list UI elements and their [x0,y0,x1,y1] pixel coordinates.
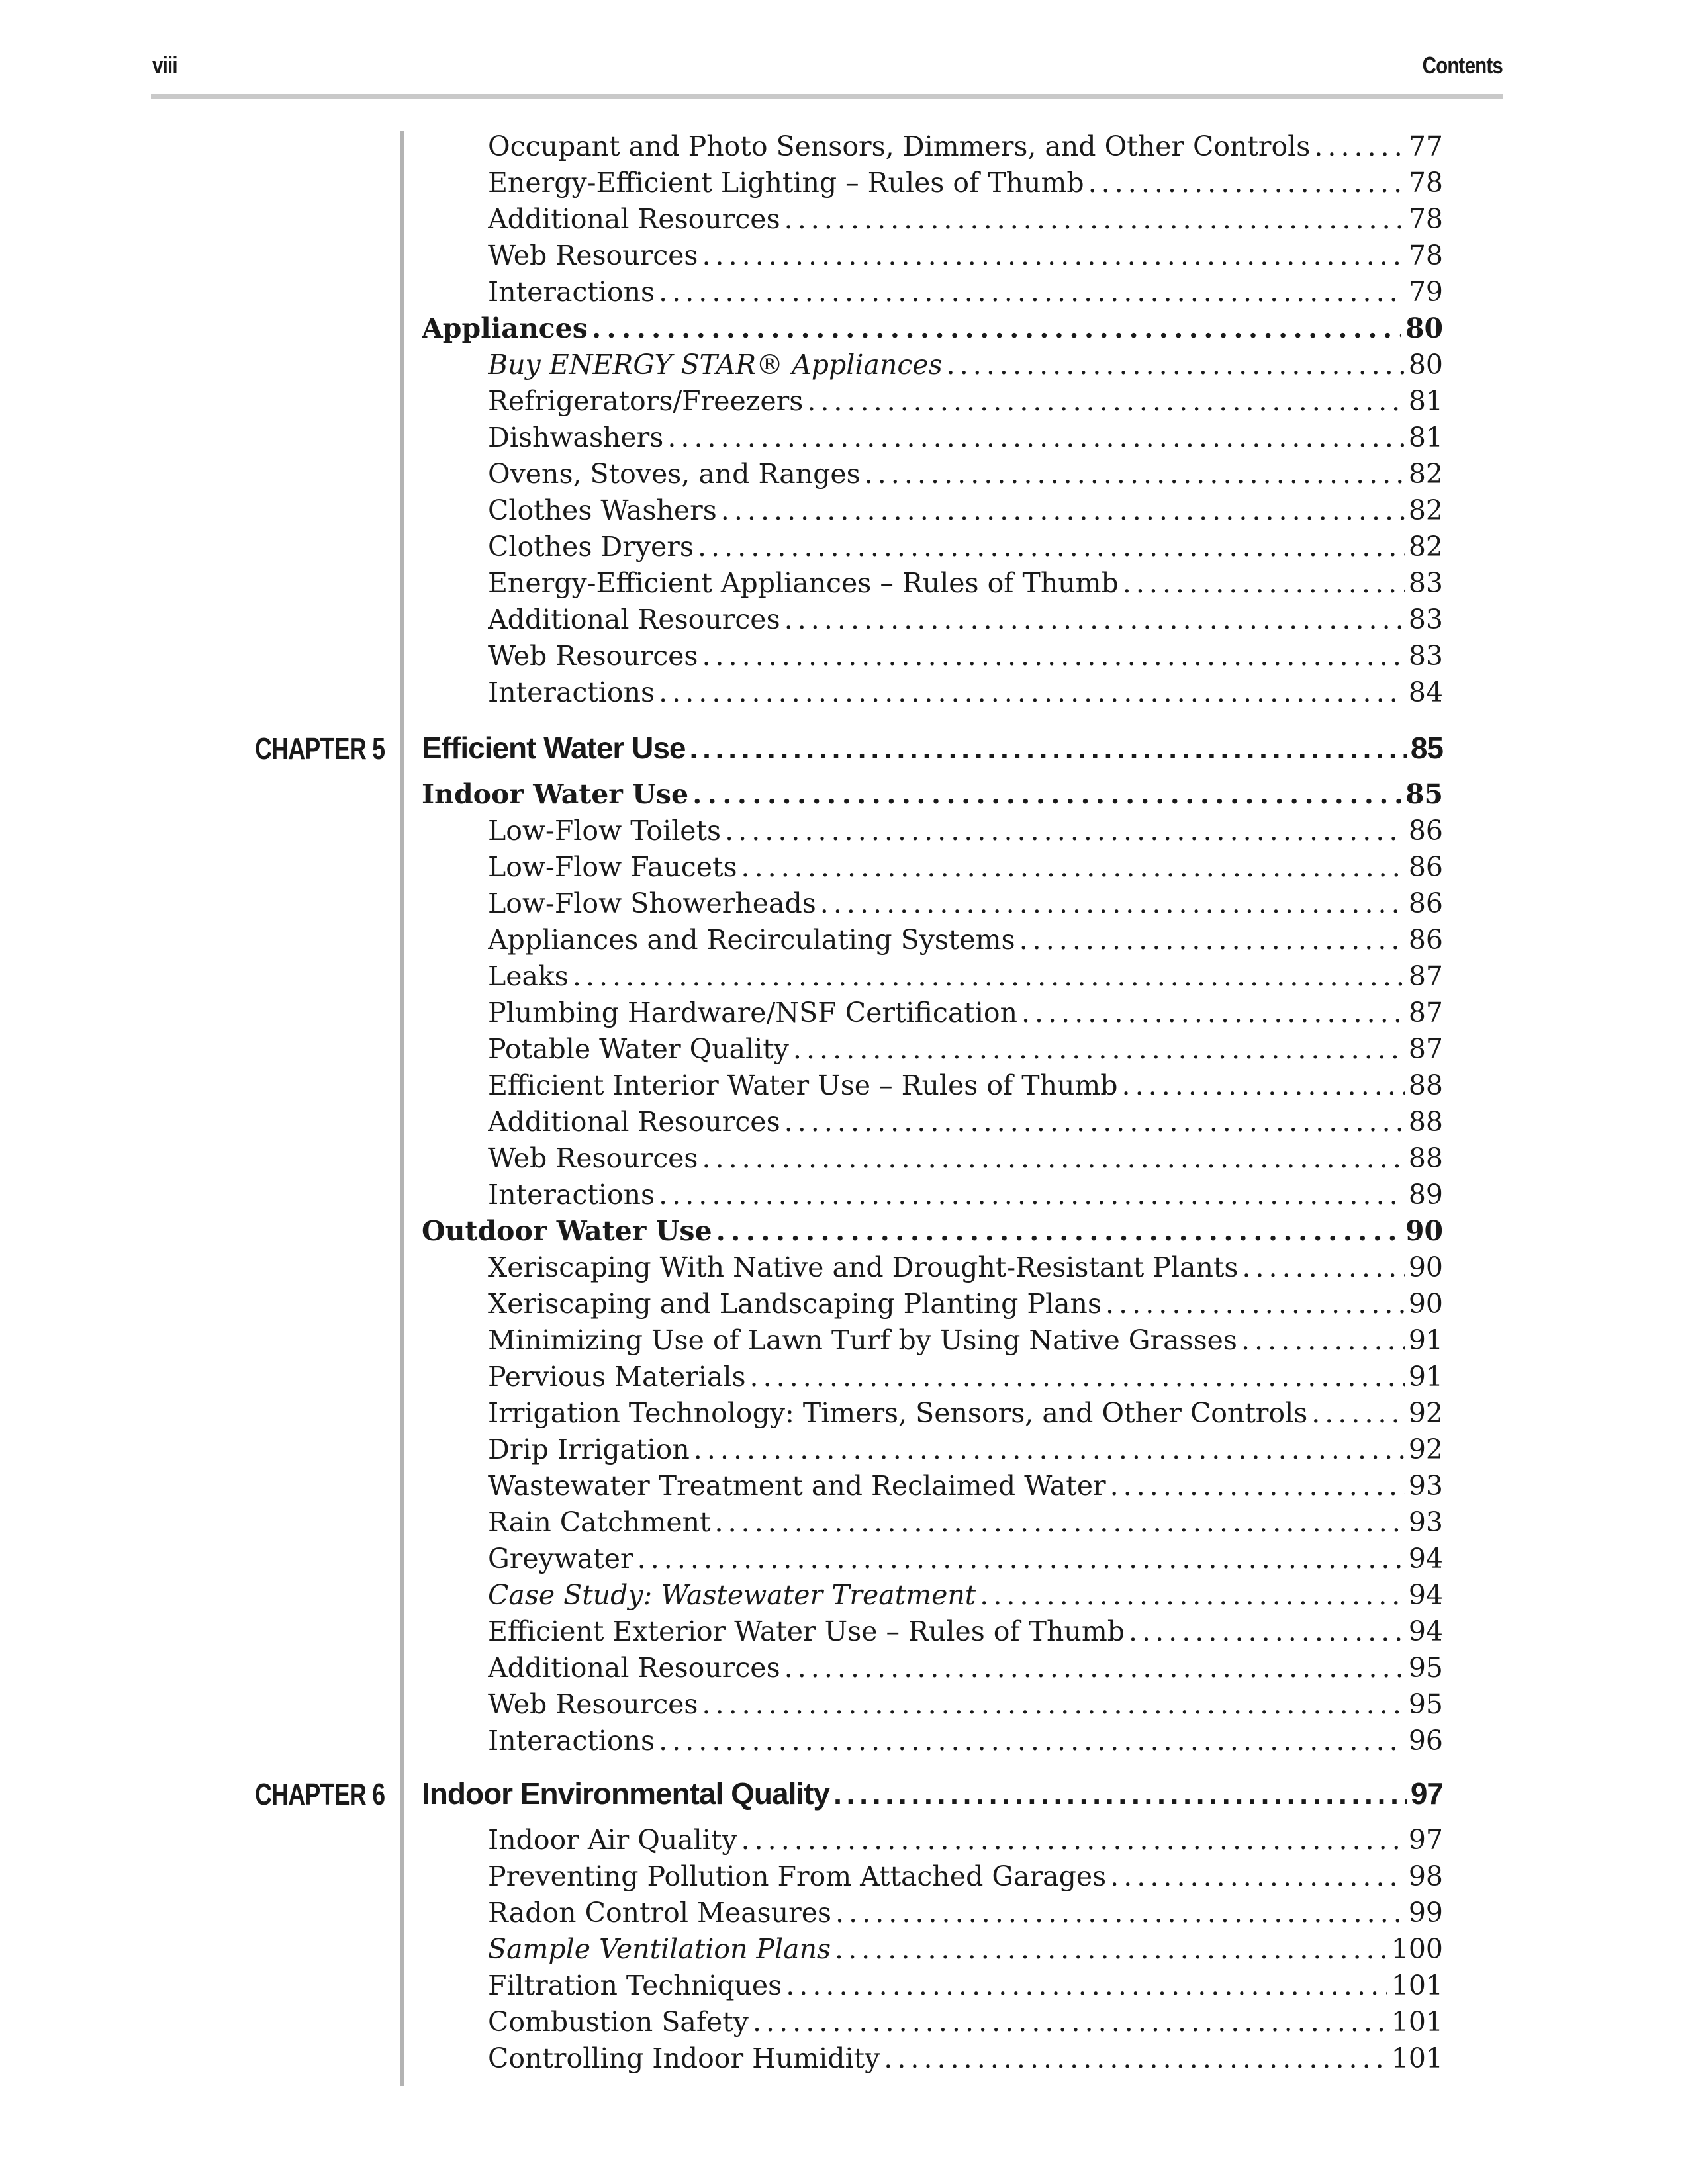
chapter-6-label: CHAPTER 6 [255,1777,385,1811]
toc-entry[interactable]: Appliances and Recirculating Systems . . . 86 [488,921,1443,958]
toc-entry[interactable]: Interactions . . . 89 [488,1176,1443,1213]
toc-entry[interactable]: Occupant and Photo Sensors, Dimmers, and Other Controls . . . 77 [488,128,1443,165]
toc-chapter-entry[interactable]: Indoor Environmental Quality . . . 97 [422,1775,1443,1812]
toc-entry[interactable]: Additional Resources . . . 78 [488,201,1443,238]
toc-entry[interactable]: Radon Control Measures . . . 99 [488,1894,1443,1931]
header-rule [151,94,1503,99]
toc-entry[interactable]: Web Resources . . . 83 [488,637,1443,674]
toc-entry[interactable]: Sample Ventilation Plans . . . 100 [488,1931,1443,1968]
toc-entry[interactable]: Energy-Efficient Appliances – Rules of Thumb . . . 83 [488,565,1443,602]
toc-entry[interactable]: Pervious Materials . . . 91 [488,1358,1443,1395]
toc-entry[interactable]: Interactions . . . 79 [488,273,1443,310]
toc-chapter-entry[interactable]: Efficient Water Use . . . 85 [422,729,1443,766]
toc-entry[interactable]: Low-Flow Toilets . . . 86 [488,812,1443,849]
toc-section-entry[interactable]: Indoor Water Use . . . 85 [422,776,1443,813]
toc-entry[interactable]: Minimizing Use of Lawn Turf by Using Native Grasses . . . 91 [488,1322,1443,1359]
toc-entry[interactable]: Clothes Dryers . . . 82 [488,528,1443,565]
toc-entry[interactable]: Efficient Interior Water Use – Rules of Thumb . . . 88 [488,1067,1443,1104]
toc-entry[interactable]: Xeriscaping With Native and Drought-Resistant Plants . . . 90 [488,1249,1443,1286]
toc-entry[interactable]: Web Resources . . . 88 [488,1140,1443,1177]
toc-entry[interactable]: Web Resources . . . 78 [488,237,1443,274]
toc-entry[interactable]: Additional Resources . . . 83 [488,601,1443,638]
running-head: Contents [1422,52,1503,79]
toc-entry[interactable]: Wastewater Treatment and Reclaimed Water . . . 93 [488,1467,1443,1504]
chapter-5-label: CHAPTER 5 [255,731,385,766]
toc-entry[interactable]: Dishwashers . . . 81 [488,419,1443,456]
toc-entry[interactable]: Clothes Washers . . . 82 [488,492,1443,529]
toc-entry[interactable]: Potable Water Quality . . . 87 [488,1030,1443,1068]
toc-section-entry[interactable]: Outdoor Water Use . . . 90 [422,1212,1443,1250]
toc-entry[interactable]: Low-Flow Faucets . . . 86 [488,848,1443,886]
toc-entry[interactable]: Irrigation Technology: Timers, Sensors, and Other Controls . . . 92 [488,1394,1443,1432]
toc-entry[interactable]: Additional Resources . . . 88 [488,1103,1443,1140]
toc-entry[interactable]: Drip Irrigation . . . 92 [488,1431,1443,1468]
toc-entry[interactable]: Case Study: Wastewater Treatment . . . 94 [488,1576,1443,1614]
toc-entry[interactable]: Low-Flow Showerheads . . . 86 [488,885,1443,922]
toc-section-entry[interactable]: Appliances . . . 80 [422,310,1443,347]
toc-entry[interactable]: Filtration Techniques . . . 101 [488,1967,1443,2004]
toc-entry[interactable]: Energy-Efficient Lighting – Rules of Thumb . . . 78 [488,164,1443,201]
page-number: viii [152,52,177,79]
toc-entry[interactable]: Greywater . . . 94 [488,1540,1443,1577]
toc-entry[interactable]: Rain Catchment . . . 93 [488,1504,1443,1541]
toc-entry[interactable]: Combustion Safety . . . 101 [488,2003,1443,2040]
toc-entry[interactable]: Additional Resources . . . 95 [488,1649,1443,1686]
toc-entry[interactable]: Xeriscaping and Landscaping Planting Plans . . . 90 [488,1285,1443,1322]
toc-entry[interactable]: Preventing Pollution From Attached Garages . . . 98 [488,1858,1443,1895]
toc-entry[interactable]: Ovens, Stoves, and Ranges . . . 82 [488,455,1443,492]
toc-entry[interactable]: Plumbing Hardware/NSF Certification . . . 87 [488,994,1443,1031]
toc-entry[interactable]: Controlling Indoor Humidity . . . 101 [488,2040,1443,2077]
toc-entry[interactable]: Efficient Exterior Water Use – Rules of Thumb . . . 94 [488,1613,1443,1650]
toc-entry[interactable]: Web Resources . . . 95 [488,1686,1443,1723]
toc-entry[interactable]: Buy ENERGY STAR® Appliances . . . 80 [488,346,1443,383]
toc-entry[interactable]: Interactions . . . 84 [488,674,1443,711]
toc-entry[interactable]: Leaks . . . 87 [488,958,1443,995]
toc-entry[interactable]: Interactions . . . 96 [488,1722,1443,1759]
toc-entry[interactable]: Indoor Air Quality . . . 97 [488,1821,1443,1858]
toc-entry[interactable]: Refrigerators/Freezers . . . 81 [488,383,1443,420]
